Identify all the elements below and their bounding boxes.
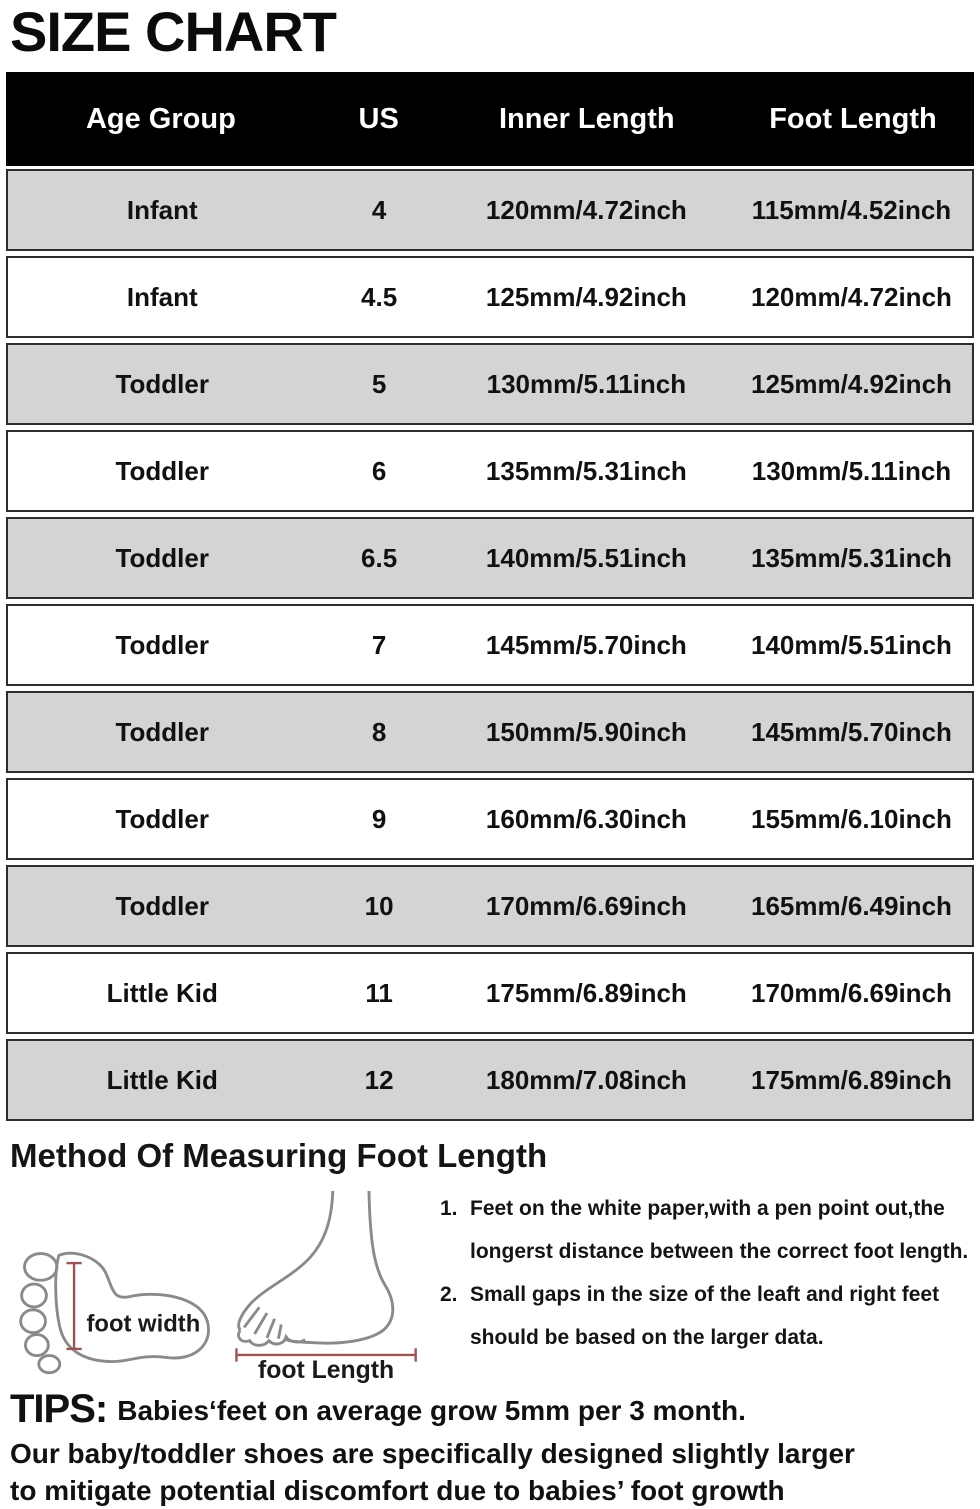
cell-us: 6.5 xyxy=(361,542,398,573)
size-table xyxy=(6,72,974,1121)
foot-length-label: foot Length xyxy=(257,1356,395,1383)
table-row xyxy=(6,778,974,860)
foot-side-outline-icon xyxy=(239,1191,393,1345)
cell-inner-length: 160mm/6.30inch xyxy=(485,803,687,834)
table-row xyxy=(6,691,974,773)
foot-width-diagram xyxy=(14,1231,219,1381)
cell-us: 5 xyxy=(371,368,387,399)
cell-foot-length: 115mm/4.52inch xyxy=(751,194,952,225)
tips-section xyxy=(10,1385,980,1509)
cell-foot-length: 165mm/6.49inch xyxy=(751,890,952,921)
tips-text-3: to mitigate potential discomfort due to babies’ foot growth xyxy=(10,1475,785,1506)
table-row xyxy=(6,169,974,251)
cell-foot-length: 125mm/4.92inch xyxy=(751,368,952,399)
measuring-section-heading: Method Of Measuring Foot Length xyxy=(10,1137,548,1174)
cell-inner-length: 180mm/7.08inch xyxy=(485,1064,687,1095)
cell-us: 9 xyxy=(371,803,387,834)
table-row xyxy=(6,1039,974,1121)
cell-age-group: Toddler xyxy=(115,455,209,486)
measure-step xyxy=(440,1187,980,1273)
cell-us: 4 xyxy=(371,194,387,225)
cell-age-group: Toddler xyxy=(115,716,209,747)
cell-age-group: Infant xyxy=(126,194,198,225)
step-number: 2. xyxy=(440,1283,458,1306)
table-row xyxy=(6,604,974,686)
tips-text-1: Babies‘feet on average grow 5mm per 3 month. xyxy=(117,1395,746,1426)
tips-label: TIPS: xyxy=(10,1387,108,1431)
header-cell-foot-length: Foot Length xyxy=(769,102,937,135)
table-row xyxy=(6,430,974,512)
cell-inner-length: 145mm/5.70inch xyxy=(485,629,687,660)
cell-foot-length: 155mm/6.10inch xyxy=(751,803,952,834)
cell-us: 7 xyxy=(371,629,387,660)
cell-us: 11 xyxy=(365,977,393,1008)
cell-us: 8 xyxy=(371,716,387,747)
cell-us: 6 xyxy=(371,455,387,486)
measuring-steps xyxy=(440,1187,980,1359)
measure-step xyxy=(440,1273,980,1359)
cell-foot-length: 170mm/6.69inch xyxy=(751,977,952,1008)
cell-foot-length: 145mm/5.70inch xyxy=(751,716,952,747)
cell-inner-length: 125mm/4.92inch xyxy=(485,281,687,312)
step-line: Feet on the white paper,with a pen point out,the xyxy=(470,1197,945,1220)
step-line: longerst distance between the correct foot length. xyxy=(470,1240,969,1263)
step-line: Small gaps in the size of the leaft and right feet xyxy=(470,1283,940,1306)
cell-inner-length: 120mm/4.72inch xyxy=(485,194,687,225)
cell-foot-length: 120mm/4.72inch xyxy=(751,281,952,312)
step-number: 1. xyxy=(440,1197,458,1220)
cell-inner-length: 135mm/5.31inch xyxy=(485,455,687,486)
cell-us: 4.5 xyxy=(361,281,398,312)
cell-inner-length: 150mm/5.90inch xyxy=(485,716,687,747)
cell-age-group: Toddler xyxy=(115,368,209,399)
cell-inner-length: 170mm/6.69inch xyxy=(485,890,687,921)
cell-age-group: Little Kid xyxy=(106,977,218,1008)
cell-age-group: Toddler xyxy=(115,890,209,921)
header-cell-age-group: Age Group xyxy=(85,102,236,135)
cell-us: 12 xyxy=(364,1064,394,1095)
cell-foot-length: 130mm/5.11inch xyxy=(751,455,952,486)
table-row xyxy=(6,343,974,425)
table-body xyxy=(6,169,974,1121)
foot-width-label: foot width xyxy=(86,1310,201,1338)
cell-age-group: Infant xyxy=(126,281,198,312)
step-text xyxy=(470,1187,968,1273)
step-text xyxy=(470,1273,939,1359)
header-cell-us: US xyxy=(358,102,399,135)
measuring-section xyxy=(14,1183,980,1383)
table-row xyxy=(6,865,974,947)
table-row xyxy=(6,517,974,599)
header-cell-inner-length: Inner Length xyxy=(498,102,675,135)
step-line: should be based on the larger data. xyxy=(470,1326,824,1349)
foot-length-diagram xyxy=(225,1183,430,1383)
tips-first-line xyxy=(10,1385,980,1435)
cell-age-group: Toddler xyxy=(115,803,209,834)
cell-us: 10 xyxy=(364,890,394,921)
cell-age-group: Little Kid xyxy=(106,1064,218,1095)
cell-foot-length: 175mm/6.89inch xyxy=(751,1064,952,1095)
table-row xyxy=(6,256,974,338)
table-header-row xyxy=(6,72,974,166)
cell-foot-length: 135mm/5.31inch xyxy=(751,542,952,573)
table-row xyxy=(6,952,974,1034)
tips-text-2: Our baby/toddler shoes are specifically designed slightly larger xyxy=(10,1438,855,1469)
cell-age-group: Toddler xyxy=(115,629,209,660)
cell-inner-length: 175mm/6.89inch xyxy=(485,977,687,1008)
cell-inner-length: 130mm/5.11inch xyxy=(486,368,687,399)
cell-age-group: Toddler xyxy=(115,542,209,573)
foot-width-measure-line xyxy=(66,1263,81,1349)
page-title: SIZE CHART xyxy=(10,0,336,63)
cell-foot-length: 140mm/5.51inch xyxy=(751,629,952,660)
cell-inner-length: 140mm/5.51inch xyxy=(485,542,687,573)
